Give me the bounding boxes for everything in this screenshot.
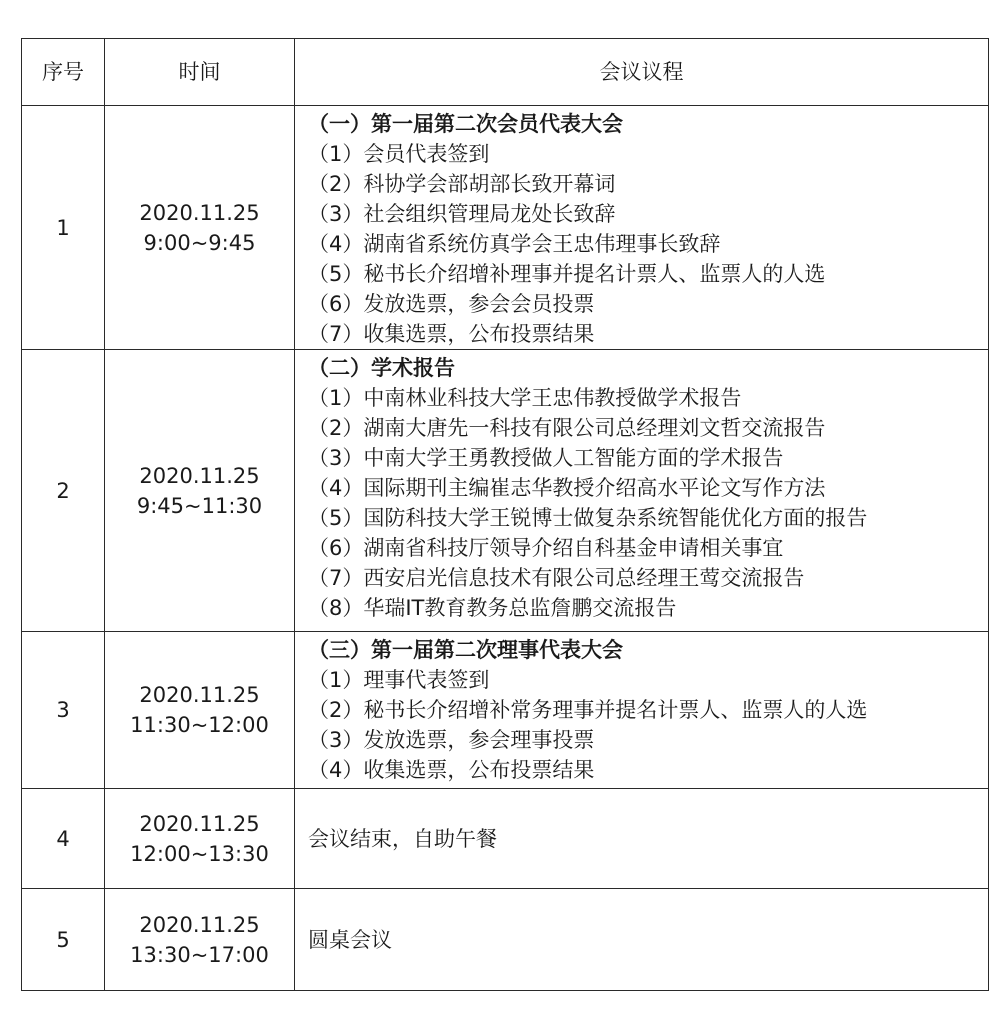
agenda-item: （1）中南林业科技大学王忠伟教授做学术报告 [308,386,742,410]
agenda-item: （3）发放选票，参会理事投票 [308,728,595,752]
agenda-item: （2）湖南大唐先一科技有限公司总经理刘文哲交流报告 [308,416,826,440]
agenda-item: （4）国际期刊主编崔志华教授介绍高水平论文写作方法 [308,476,826,500]
row-time: 12:00~13:30 [130,841,269,866]
row-time-cell [105,350,295,632]
agenda-item: （1）会员代表签到 [308,142,490,166]
row-index: 1 [22,106,105,350]
row-time: 9:00~9:45 [143,230,256,255]
agenda-item: （7）收集选票，公布投票结果 [308,322,595,346]
agenda-item: （5）国防科技大学王锐博士做复杂系统智能优化方面的报告 [308,506,868,530]
agenda-item: （5）秘书长介绍增补理事并提名计票人、监票人的人选 [308,262,826,286]
header-time: 时间 [105,39,295,106]
agenda-section-title: （三）第一届第二次理事代表大会 [308,638,623,662]
row-index: 5 [22,889,105,991]
row-date: 2020.11.25 [139,811,260,836]
table-row [22,350,989,632]
agenda-section-title: （二）学术报告 [308,356,455,380]
agenda-item: （4）收集选票，公布投票结果 [308,758,595,782]
agenda-item: （2）科协学会部胡部长致开幕词 [308,172,616,196]
agenda-item: （4）湖南省系统仿真学会王忠伟理事长致辞 [308,232,721,256]
row-time-cell [105,789,295,889]
row-time: 11:30~12:00 [130,713,269,737]
table-header-row [22,39,989,106]
row-time-cell [105,632,295,789]
row-agenda-text: 圆桌会议 [295,889,989,991]
table-row [22,889,989,991]
row-agenda-text: 会议结束，自助午餐 [295,789,989,889]
row-date: 2020.11.25 [139,200,260,225]
row-agenda-cell [295,350,989,632]
row-time: 13:30~17:00 [130,942,269,967]
agenda-item: （8）华瑞IT教育教务总监詹鹏交流报告 [308,596,677,620]
row-date: 2020.11.25 [139,683,260,707]
row-date: 2020.11.25 [139,463,260,488]
table-row [22,106,989,350]
row-index: 2 [22,350,105,632]
header-index: 序号 [22,39,105,106]
agenda-item: （1）理事代表签到 [308,668,490,692]
row-time-cell [105,889,295,991]
row-index: 3 [22,632,105,789]
agenda-item: （2）秘书长介绍增补常务理事并提名计票人、监票人的人选 [308,698,868,722]
row-time: 9:45~11:30 [136,493,263,518]
row-time-cell [105,106,295,350]
agenda-item: （6）发放选票，参会会员投票 [308,292,595,316]
agenda-item: （7）西安启光信息技术有限公司总经理王莺交流报告 [308,566,805,590]
row-date: 2020.11.25 [139,912,260,937]
row-index: 4 [22,789,105,889]
row-agenda-cell [295,632,989,789]
agenda-table [21,38,989,991]
agenda-item: （6）湖南省科技厅领导介绍自科基金申请相关事宜 [308,536,784,560]
agenda-item: （3）中南大学王勇教授做人工智能方面的学术报告 [308,446,784,470]
table-row [22,632,989,789]
header-agenda: 会议议程 [295,39,989,106]
agenda-item: （3）社会组织管理局龙处长致辞 [308,202,616,226]
table-row [22,789,989,889]
agenda-section-title: （一）第一届第二次会员代表大会 [308,112,623,136]
row-agenda-cell [295,106,989,350]
